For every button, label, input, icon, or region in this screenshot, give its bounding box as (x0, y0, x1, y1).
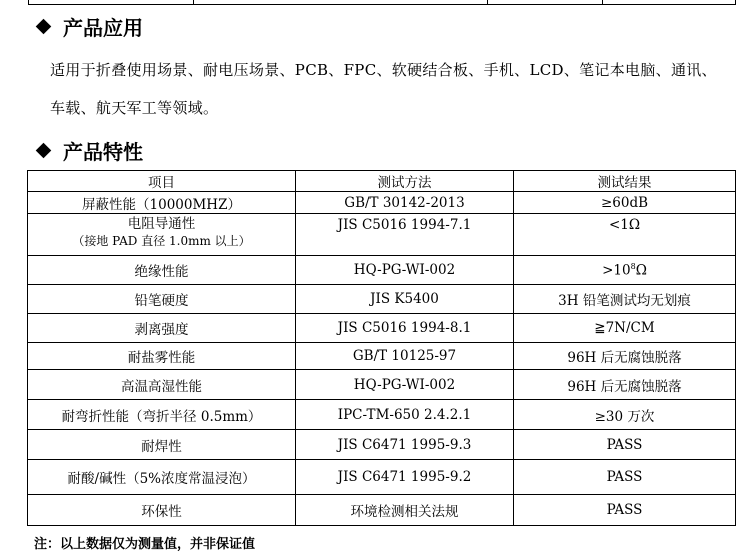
row-result: 96H 后无腐蚀脱落 (514, 370, 736, 400)
row-item: 屏蔽性能（10000MHZ） (28, 192, 296, 214)
row-method: JIS C5016 1994-8.1 (296, 314, 514, 343)
row-item: 剥离强度 (28, 314, 296, 343)
application-text-line-1: 适用于折叠使用场景、耐电压场景、PCB、FPC、软硬结合板、手机、LCD、笔记本电脑、通讯、 (50, 61, 717, 79)
row-method: JIS C6471 1995-9.2 (296, 460, 514, 495)
disclaimer-note: 注：以上数据仅为测量值，并非保证值 (34, 537, 256, 552)
table-header-row (28, 171, 736, 192)
application-heading (34, 12, 143, 41)
table-row (28, 400, 736, 430)
row-method: HQ-PG-WI-002 (296, 370, 514, 400)
row-result: PASS (514, 460, 736, 495)
spec-table (27, 170, 736, 526)
row-method: JIS C5016 1994-7.1 (296, 214, 514, 256)
table-row (28, 285, 736, 314)
row-item-main: 电阻导通性 (127, 216, 196, 232)
row-item: 高温高湿性能 (28, 370, 296, 400)
row-result: PASS (514, 495, 736, 526)
diamond-bullet-icon (36, 19, 52, 35)
row-result: ≥30 万次 (514, 400, 736, 430)
row-item: 铅笔硬度 (28, 285, 296, 314)
row-item: 绝缘性能 (28, 256, 296, 285)
row-method: HQ-PG-WI-002 (296, 256, 514, 285)
application-text-line-2: 车载、航天军工等领域。 (50, 99, 219, 117)
row-item: 耐弯折性能（弯折半径 0.5mm） (28, 400, 296, 430)
row-result: ≥60dB (514, 192, 736, 214)
header-method: 测试方法 (296, 171, 514, 192)
row-method: IPC-TM-650 2.4.2.1 (296, 400, 514, 430)
table-row (28, 256, 736, 285)
row-result: ≧7N/CM (514, 314, 736, 343)
table-row (28, 192, 736, 214)
table-row (28, 460, 736, 495)
row-method: GB/T 30142-2013 (296, 192, 514, 214)
table-row (28, 214, 736, 256)
table-row (28, 495, 736, 526)
row-method: JIS K5400 (296, 285, 514, 314)
row-result (514, 256, 736, 285)
row-method: JIS C6471 1995-9.3 (296, 430, 514, 460)
result-value: >10 (602, 262, 631, 279)
row-method: 环境检测相关法规 (296, 495, 514, 526)
result-exponent: 8 (630, 261, 636, 271)
row-item (28, 214, 296, 256)
features-heading (34, 136, 143, 165)
row-item: 耐酸/碱性（5%浓度常温浸泡） (28, 460, 296, 495)
table-row (28, 430, 736, 460)
table-row (28, 343, 736, 370)
row-item: 耐焊性 (28, 430, 296, 460)
row-result: <1Ω (514, 214, 736, 256)
header-item: 项目 (28, 171, 296, 192)
features-heading-text: 产品特性 (63, 140, 143, 164)
row-result: PASS (514, 430, 736, 460)
row-result: 96H 后无腐蚀脱落 (514, 343, 736, 370)
row-item-sub: （接地 PAD 直径 1.0mm 以上） (72, 234, 251, 248)
result-unit: Ω (635, 262, 647, 279)
diamond-bullet-icon (36, 143, 52, 159)
table-row (28, 370, 736, 400)
table-row (28, 314, 736, 343)
row-method: GB/T 10125-97 (296, 343, 514, 370)
application-heading-text: 产品应用 (63, 16, 143, 40)
header-result: 测试结果 (514, 171, 736, 192)
previous-table-fragment (28, 0, 736, 5)
row-result: 3H 铅笔测试均无划痕 (514, 285, 736, 314)
row-item: 环保性 (28, 495, 296, 526)
row-item: 耐盐雾性能 (28, 343, 296, 370)
